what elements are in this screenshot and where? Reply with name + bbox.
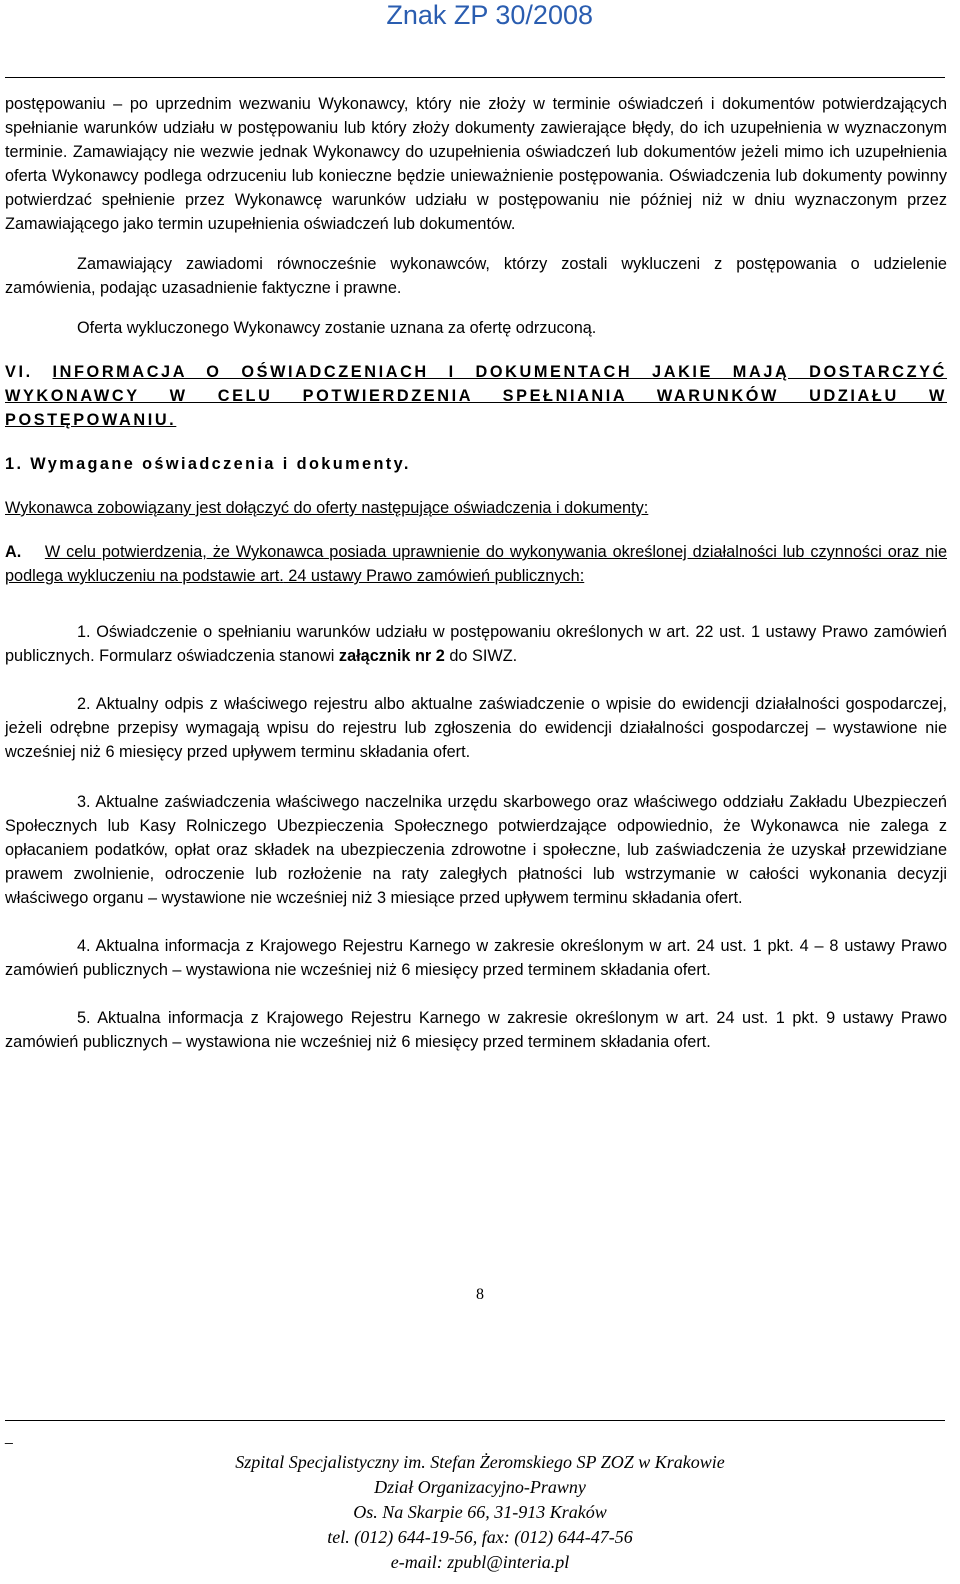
section-number: VI. [5, 363, 33, 381]
point-a-text-rest: 24 ustawy Prawo zamówień [283, 567, 495, 585]
point-a-text-end: publicznych: [494, 567, 585, 585]
item-4: 4. Aktualna informacja z Krajowego Rejestru Karnego w zakresie określonym w art. 24 ust. 1 pkt. 4 – 8 ustawy Prawo zamówień publicznych – wystawiona nie wcześniej niż 6 miesięcy przed terminem składania ofert. [5, 937, 947, 979]
subheading-required-documents: 1. Wymagane oświadczenia i dokumenty. [5, 455, 411, 473]
page-body [5, 92, 947, 1054]
footer-department: Dział Organizacyjno-Prawny [374, 1477, 586, 1497]
section-title: INFORMACJA O OŚWIADCZENIACH I DOKUMENTACH JAKIE MAJĄ DOSTARCZYĆ WYKONAWCY W CELU POTWIERDZENIA SPEŁNIANIA WARUNKÓW UDZIAŁU W POSTĘPOWANIU. [5, 363, 948, 429]
document-reference: Znak ZP 30/2008 [386, 0, 593, 30]
footer-dash: _ [5, 1428, 13, 1444]
obligation-statement: Wykonawca zobowiązany jest dołączyć do oferty następujące oświadczenia i dokumenty: [5, 499, 649, 517]
footer-divider [5, 1420, 945, 1421]
point-a [5, 540, 947, 588]
item-3: 3. Aktualne zaświadczenia właściwego naczelnika urzędu skarbowego oraz właściwego oddziału Zakładu Ubezpieczeń Społecznych lub Kasy Rolniczego Ubezpieczenia Społecznego potwierdzające odpowiednio, że Wykonawca nie zalega z opłacaniem podatków, opłat oraz składek na ubezpieczenia zdrowotne i społeczne, lub zaświadczenia że uzyskał przewidziane prawem zwolnienie, odroczenie lub rozłożenie na raty zaległych płatności lub wstrzymanie w całości wykonania decyzji właściwego organu – wystawione nie wcześniej niż 3 miesiące przed upływem terminu składania ofert. [5, 793, 947, 907]
footer-institution: Szpital Specjalistyczny im. Stefan Żeromskiego SP ZOZ w Krakowie [235, 1452, 725, 1472]
point-a-text: W celu potwierdzenia, że Wykonawca posiada uprawnienie do wykonywania określonej działalności lub czynności oraz nie podlega wykluczeniu na podstawie art. [5, 543, 947, 585]
item-5: 5. Aktualna informacja z Krajowego Rejestru Karnego w zakresie określonym w art. 24 ust. 1 pkt. 9 ustawy Prawo zamówień publicznych – wystawiona nie wcześniej niż 6 miesięcy przed terminem składania ofert. [5, 1009, 947, 1051]
footer-street: Os. Na Skarpie 66, 31-913 Kraków [353, 1502, 607, 1522]
page-number: 8 [476, 1286, 484, 1303]
item-2: 2. Aktualny odpis z właściwego rejestru albo aktualne zaświadczenie o wpisie do ewidencji działalności gospodarczej, jeżeli odrębne przepisy wymagają wpisu do rejestru lub zgłoszenia do ewidencji działalności gospodarczej – wystawione nie wcześniej niż 6 miesięcy przed upływem terminu składania ofert. [5, 695, 947, 761]
item-1-text: 1. Oświadczenie o spełnianiu warunków udziału w postępowaniu określonych w art. 22 ust. 1 ustawy Prawo zamówień publicznych. Formularz oświadczenia stanowi [5, 623, 947, 665]
footer-email: e-mail: zpubl@interia.pl [390, 1552, 570, 1572]
header-divider [5, 77, 945, 78]
item-1-suffix: do SIWZ. [444, 647, 518, 665]
paragraph-notification: Zamawiający zawiadomi równocześnie wykonawców, którzy zostali wykluczeni z postępowania o udzielenie zamówienia, podając uzasadnienie faktyczne i prawne. [5, 255, 947, 297]
item-1 [5, 620, 947, 668]
footer-phone-fax: tel. (012) 644-19-56, fax: (012) 644-47-56 [327, 1527, 633, 1547]
item-1-attachment: załącznik nr 2 [338, 647, 445, 665]
paragraph-rejected-offer: Oferta wykluczonego Wykonawcy zostanie uznana za ofertę odrzuconą. [77, 319, 597, 337]
point-a-label: A. [5, 543, 22, 561]
footer-address [0, 1450, 960, 1575]
paragraph-exclusion-procedure: postępowaniu – po uprzednim wezwaniu Wykonawcy, który nie złoży w terminie oświadczeń i dokumentów potwierdzających spełnianie warunków udziału w postępowaniu lub który złoży dokumenty zawierające błędy, do ich uzupełnienia w wyznaczonym terminie. Zamawiający nie wezwie jednak Wykonawcy do uzupełnienia oświadczeń lub dokumentów jeżeli mimo ich uzupełnienia oferta Wykonawcy podlega odrzuceniu lub konieczne będzie unieważnienie postępowania. Oświadczenia lub dokumenty powinny potwierdzać spełnienie przez Wykonawcę warunków udziału w postępowaniu nie później niż w dniu wyznaczonym przez Zamawiającego jako termin uzupełnienia oświadczeń lub dokumentów. [5, 95, 947, 233]
section-heading [5, 360, 947, 432]
